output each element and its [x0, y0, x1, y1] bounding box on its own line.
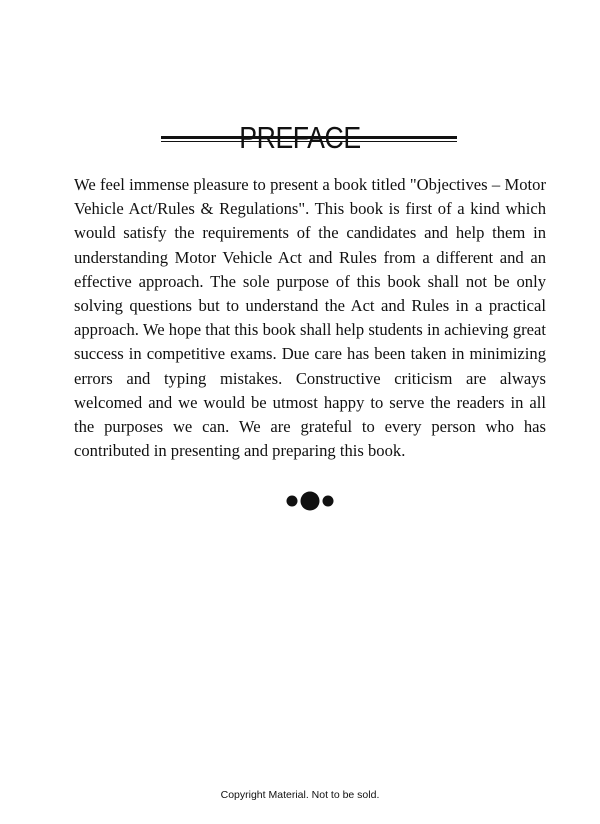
- ornament-dot-center: [301, 492, 320, 511]
- title-underline-thin: [161, 141, 457, 142]
- copyright-footer: Copyright Material. Not to be sold.: [220, 789, 380, 801]
- title-underline-thick: [161, 136, 457, 139]
- ornament-dot-right: [323, 496, 334, 507]
- three-dots-ornament-icon: [285, 489, 335, 513]
- preface-paragraph: We feel immense pleasure to present a book titled "Objectives – Motor Vehicle Act/Rules & Regulations". This book is first of a kind which would satisfy the requirements of the candidates and help them in understanding Motor Vehicle Act and Rules from a different and an effective approach. The sole purpose of this book shall not be only solving questions but to understand the Act and Rules in a practical approach. We hope that this book shall help students in achieving great success in competitive exams. Due care has been taken in minimizing errors and typing mistakes. Constructive criticism are always welcomed and we would be utmost happy to serve the readers in all the purposes we can. We are grateful to every person who has contributed in presenting and preparing this book.: [74, 175, 546, 461]
- ornament-dot-left: [287, 496, 298, 507]
